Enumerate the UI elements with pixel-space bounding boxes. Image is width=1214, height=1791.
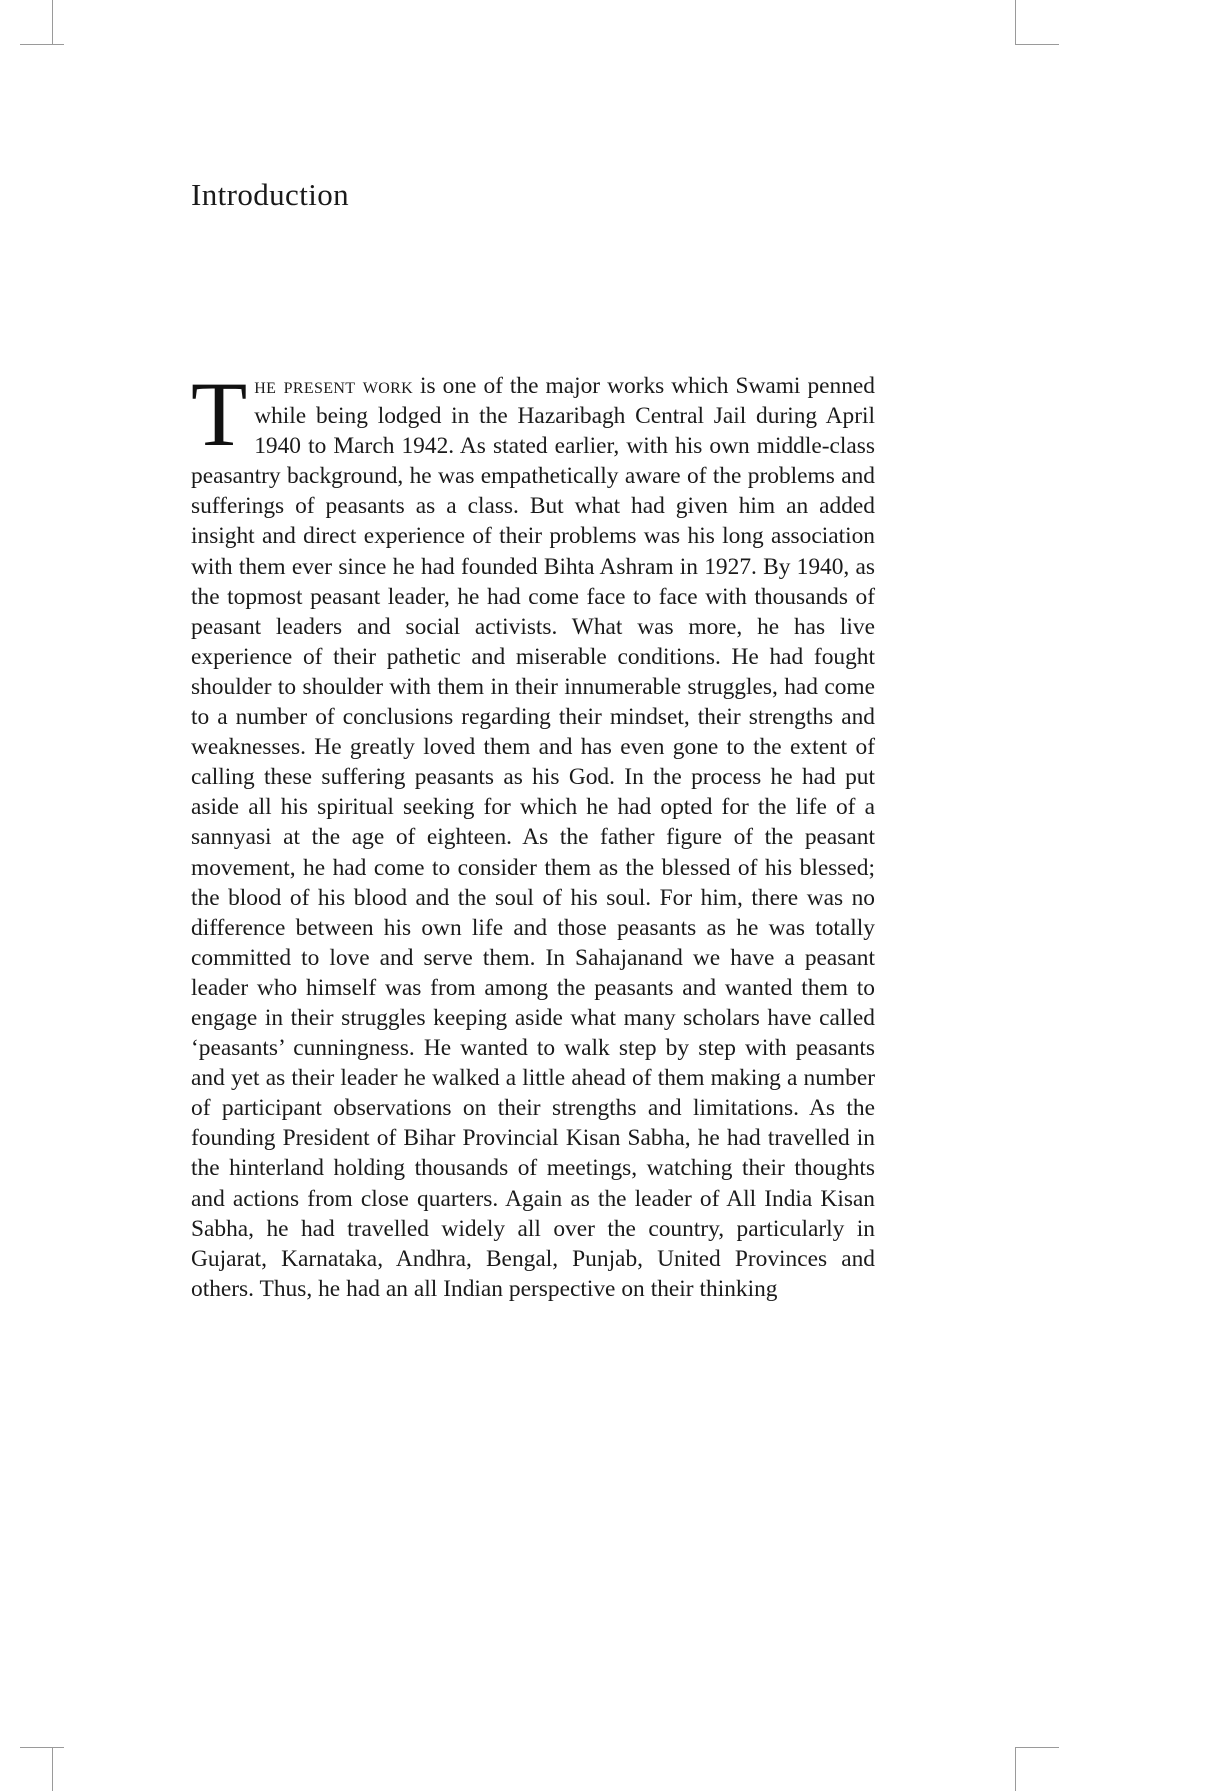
crop-mark-top-left-horizontal [20, 44, 64, 45]
body-text-block [191, 363, 875, 1304]
paragraph-body: is one of the major works which Swami penned while being lodged in the Hazaribagh Central Jail during April 1940 to March 1942. As stated earlier, with his own middle-class peasantry background, he was empathetically aware of the problems and sufferings of peasants as a class. But what had given him an added insight and direct experience of their problems was his long association with them ever since he had founded Bihta Ashram in 1927. By 1940, as the topmost peasant leader, he had come face to face with thousands of peasant leaders and social activists. What was more, he has live experience of their pathetic and miserable conditions. He had fought shoulder to shoulder with them in their innumerable struggles, had come to a number of conclusions regarding their mindset, their strengths and weaknesses. He greatly loved them and has even gone to the extent of calling these suffering peasants as his God. In the process he had put aside all his spiritual seeking for which he had opted for the life of a sannyasi at the age of eighteen. As the father figure of the peasant movement, he had come to consider them as the blessed of his blessed; the blood of his blood and the soul of his soul. For him, there was no difference between his own life and those peasants as he was totally committed to love and serve them. In Sahajanand we have a peasant leader who himself was from among the peasants and wanted them to engage in their struggles keeping aside what many scholars have called ‘peasants’ cunningness. He wanted to walk step by step with peasants and yet as their leader he walked a little ahead of them making a number of participant observations on their strengths and limitations. As the founding President of Bihar Provincial Kisan Sabha, he had travelled in the hinterland holding thousands of meetings, watching their thoughts and actions from close quarters. Again as the leader of All India Kisan Sabha, he had travelled widely all over the country, particularly in Gujarat, Karnataka, Andhra, Bengal, Punjab, United Provinces and others. Thus, he had an all Indian perspective on their thinking [191, 373, 875, 1302]
crop-mark-top-right-vertical [1015, 0, 1016, 44]
opening-paragraph [191, 363, 875, 1304]
chapter-title: Introduction [191, 177, 350, 212]
crop-mark-bottom-right-vertical [1015, 1747, 1016, 1791]
crop-mark-top-right-horizontal [1015, 44, 1059, 45]
opening-small-caps: he present work [254, 373, 414, 399]
crop-mark-bottom-right-horizontal [1015, 1747, 1059, 1748]
page-content [191, 0, 875, 1791]
crop-mark-bottom-left-vertical [52, 1747, 53, 1791]
drop-cap-letter: T [191, 363, 248, 465]
crop-mark-top-left-vertical [52, 0, 53, 44]
crop-mark-bottom-left-horizontal [20, 1747, 64, 1748]
